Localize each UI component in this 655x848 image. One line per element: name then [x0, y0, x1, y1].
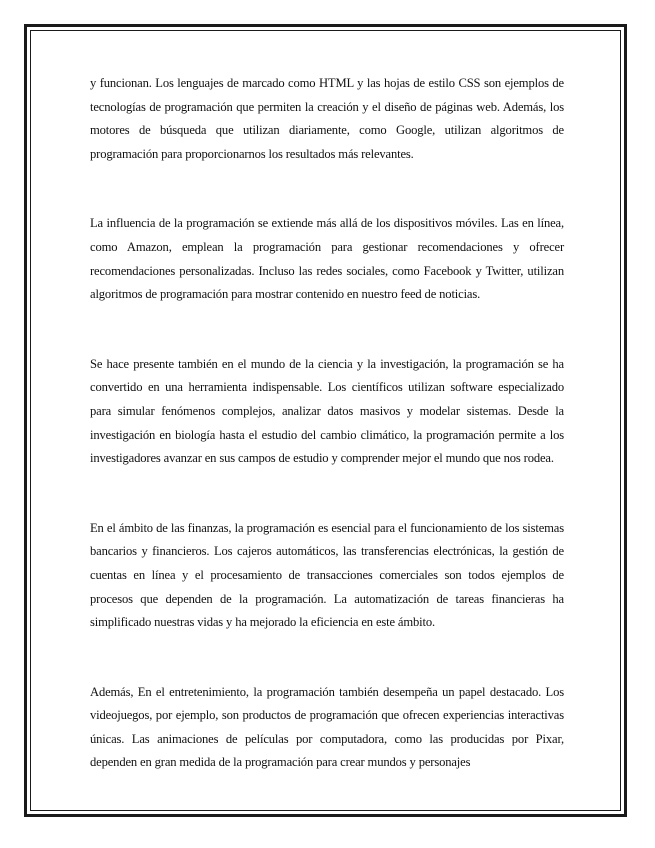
document-body: [90, 72, 564, 821]
paragraph-1: y funcionan. Los lenguajes de marcado como HTML y las hojas de estilo CSS son ejemplos de tecnologías de programación que permiten la creación y el diseño de páginas web. Además, los motores de búsqueda que utilizan diariamente, como Google, utilizan algoritmos de programación para proporcionarnos los resultados más relevantes.: [90, 76, 564, 161]
paragraph-4: En el ámbito de las finanzas, la programación es esencial para el funcionamiento de los sistemas bancarios y financieros. Los cajeros automáticos, las transferencias electrónicas, la gestión de cuentas en línea y el procesamiento de transacciones comerciales son todos ejemplos de procesos que dependen de la programación. La automatización de tareas financieras ha simplificado nuestras vidas y ha mejorado la eficiencia en este ámbito.: [90, 520, 564, 630]
paragraph-2: La influencia de la programación se extiende más allá de los dispositivos móviles. Las en línea, como Amazon, emplean la programación para gestionar recomendaciones y ofrecer recomendaciones personalizadas. Incluso las redes sociales, como Facebook y Twitter, utilizan algoritmos de programación para mostrar contenido en nuestro feed de noticias.: [90, 216, 564, 302]
paragraph-5: Además, En el entretenimiento, la programación también desempeña un papel destacado. Los videojuegos, por ejemplo, son productos de programación que ofrecen experiencias interactivas únicas. Las animaciones de películas por computadora, como las producidas por Pixar, dependen en gran medida de la programación para crear mundos y personajes: [90, 684, 564, 770]
paragraph-3: Se hace presente también en el mundo de la ciencia y la investigación, la programación se ha convertido en una herramienta indispensable. Los científicos utilizan software especializado para simular fenómenos complejos, analizar datos masivos y modelar sistemas. Desde la investigación en biología hasta el estudio del cambio climático, la programación permite a los investigadores avanzar en sus campos de estudio y comprender mejor el mundo que nos rodea.: [90, 356, 564, 466]
